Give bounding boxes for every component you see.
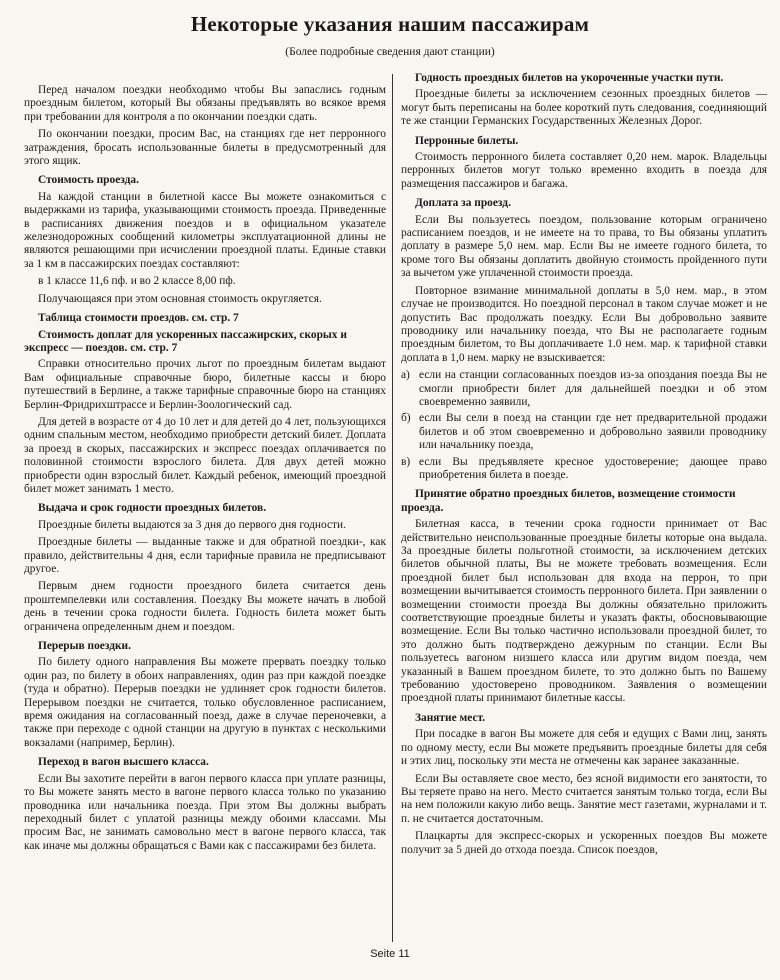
fare-heading: Стоимость проезда. bbox=[38, 174, 139, 187]
validity-paragraph-2: Проездные билеты — выданные также и для обратной поездки-, как правило, действительны 4 дня, если тарифные правила не предписывают другое. bbox=[24, 536, 386, 575]
seats-paragraph-1: При посадке в вагон Вы можете для себя и едущих с Вами лиц, занять по одному месту, если Вы можете предъявить проездные билеты для себя и этих лиц, поскольку эти места не отмечены как заранее заказанные. bbox=[401, 728, 767, 768]
discounts-paragraph: Справки относительно прочих льгот по проездным билетам выдают Вам официальные справочные бюро, билетные кассы и бюро путешествий в Берлине, а также тарифные справочные бюро на станциях Берлин-Фридрихштрассе и Берлин-Зоологический сад. bbox=[24, 358, 386, 411]
upgrade-heading: Переход в вагон высшего класса. bbox=[38, 756, 209, 769]
list-item: б) если Вы сели в поезд на станции где нет предварительной продажи билетов и об этом своевременно и добровольно заявили проводнику или начальнику поезда, bbox=[401, 412, 767, 452]
break-heading: Перерыв поездки. bbox=[38, 640, 131, 653]
seats-heading: Занятие мест. bbox=[415, 711, 486, 724]
fare-table-reference: Таблица стоимости проездов. см. стр. 7 bbox=[38, 312, 239, 325]
refund-paragraph: Билетная касса, в течении срока годности принимает от Вас действительно неиспользованные проездные билеты которые она выдала. За проездные билеты польготной стоимости, за исключением детских билетов обычной платы, Вы не можете требовать возмещения. Если проездной билет был использован для входа на перрон, то при возмещении вычитывается стоимость перронного билета. При заявлении о возмещении стоимости проезда Вы должны обязательно приложить соответствующие проездные билеты и указать факты, обосновывающие возмещение. Если Вы только частично использовали проездной билет, то это должно быть подтверждено дежурным по станции. Если Вы пользуетесь вагоном низшего класса или другим видом поезда, чем указанный в Вашем проездном билете, то это должно быть по Вашему требованию удостоверено проводником. Заявления о возмещении проездной платы принимают билетные кассы. bbox=[401, 518, 767, 705]
right-column bbox=[401, 72, 767, 942]
page-subtitle: (Более подробные сведения дают станции) bbox=[285, 46, 495, 58]
list-item: а) если на станции согласованных поездов из-за опоздания поезда Вы не смогли приобрести билет для дальнейшей поездки и об этом своевременно заявили, bbox=[401, 369, 767, 408]
validity-paragraph-1: Проездные билеты выдаются за 3 дня до первого дня годности. bbox=[38, 518, 346, 531]
extra-fare-heading: Доплата за проезд. bbox=[415, 197, 511, 210]
fare-rates: в 1 классе 11,6 пф. и во 2 классе 8,00 пф. bbox=[38, 275, 236, 288]
list-item: в) если Вы предъявляете кресное удостоверение; дающее право приобретения билета в поезде. bbox=[401, 455, 767, 481]
refund-heading: Принятие обратно проездных билетов, возмещение стоимости проезда. bbox=[401, 488, 736, 514]
break-paragraph: По билету одного направления Вы можете прервать поездку только один раз, по билету в обоих направлениях, один раз при каждой поездке (туда и обратно). Перерыв поездки не удлиняет срок годности билетов. Перерывом поездки не считается, только обусловленное расписанием, время ожидания на согласованный поезд, даже в случае переночевки, а также при переходе с одной станции на другую в пунктах с несколькими вокзалами (например, Берлин). bbox=[24, 656, 386, 749]
extra-fare-paragraph-2: Повторное взимание минимальной доплаты в 5,0 нем. мар., в этом случае не производится. Но поездной персонал в таком случае может и не допустить Вас продолжать поездку. Если Вы добровольно заявите проводнику или начальнику поезда, что Вы не располагаете годным проездным билетом, то Вы доплачиваете 1.0 нем. мар. к тарифной ставки доплата в 1,0 нем. марку не взыскивается: bbox=[401, 284, 767, 364]
left-column bbox=[24, 72, 386, 942]
fare-paragraph: На каждой станции в билетной кассе Вы можете ознакомиться с выдержками из тарифа, указывающими стоимость проезда. Приведенные в расписаниях движения поездов и в официальном указателе железнодорожных сообщений километры эксплуатационной длины не являются решающими при исчислении проездной платы. Единые ставки за 1 км в пассажирских поездах составляют: bbox=[24, 190, 386, 270]
platform-tickets-heading: Перронные билеты. bbox=[415, 134, 519, 147]
seats-paragraph-3: Плацкарты для экспресс-скорых и ускоренных поездов Вы можете получит за 5 дней до отхода поезда. Список поездов, bbox=[401, 830, 767, 856]
intro-paragraph-2: По окончании поездки, просим Вас, на станциях где нет перронного затраждения, бросать использованные билеты в предусмотренный для этого ящик. bbox=[24, 128, 386, 168]
children-paragraph: Для детей в возрасте от 4 до 10 лет и для детей до 4 лет, пользующихся одним спальным местом, необходимо приобрести детский билет. Доплата за проезд в скорых, пассажирских и экспресс поездах оплачивается по половинной стоимости взрослого билета. Для двух детей можно приобрести один взрослый билет. Каждый ребенок, имеющий проездной билет может занимать 1 место. bbox=[24, 415, 386, 495]
validity-heading: Выдача и срок годности проездных билетов. bbox=[38, 502, 267, 515]
column-divider bbox=[392, 74, 393, 942]
fare-rounding: Получающаяся при этом основная стоимость округляется. bbox=[38, 292, 322, 305]
intro-paragraph-1: Перед началом поездки необходимо чтобы Вы запаслись годным проездным билетом, который Вы обязаны предъявлять во всякое время при требовании для контроля а по окончании поездки сдать. bbox=[24, 84, 386, 123]
validity-paragraph-3: Первым днем годности проездного билета считается день проштемпелевки или составления. Поездку Вы можете начать в любой день в течении срока годности билета. Годность билета может быть ограничена определенным днем и поездом. bbox=[24, 580, 386, 633]
short-routes-paragraph: Проездные билеты за исключением сезонных проездных билетов — могут быть переписаны на более короткий путь следования, соединяющий те же станции Германских Государственных Железных Дорог. bbox=[401, 88, 767, 128]
extra-fare-paragraph-1: Если Вы пользуетесь поездом, пользование которым ограничено расписанием поездов, и не имеете на то права, то Вы обязаны уплатить доплату в размере 5,0 нем. мар. Если Вы не имеете годного билета, то кроме того Вы обязаны доплатить двойную стоимость пройденного пути за вычетом уже уплаченной стоимости проезда. bbox=[401, 213, 767, 280]
platform-tickets-paragraph: Стоимость перронного билета составляет 0,20 нем. марок. Владельцы перронных билетов могут только временно входить в поезда для размещения пассажиров и багажа. bbox=[401, 151, 767, 190]
surcharge-heading: Стоимость доплат для ускоренных пассажирских, скорых и экспресс — поездов. см. стр. 7 bbox=[24, 328, 347, 354]
extra-fare-exceptions bbox=[401, 369, 767, 482]
page-number: Seite 11 bbox=[370, 948, 410, 960]
upgrade-paragraph: Если Вы захотите перейти в вагон первого класса при уплате разницы, то Вы можете занять место в вагоне первого класса только по указанию проводника или начальника поезда. При этом Вы должны выбрать переходный билет с уплатой разницы между обоими классами. Мы просим Вас, не занимать самовольно мест в вагоне первого класса, так как иначе мы должны обращаться с Вами как с пассажирами без билета. bbox=[24, 772, 386, 852]
short-routes-heading: Годность проездных билетов на укороченные участки пути. bbox=[415, 72, 724, 84]
seats-paragraph-2: Если Вы оставляете свое место, без ясной видимости его занятости, то Вы теряете право на него. Место считается занятым только тогда, если Вы на нем положили какую либо вещь. Занятие мест газетами, журналами и т. п. не считается достаточным. bbox=[401, 772, 767, 825]
page-title: Некоторые указания нашим пассажирам bbox=[190, 12, 590, 36]
